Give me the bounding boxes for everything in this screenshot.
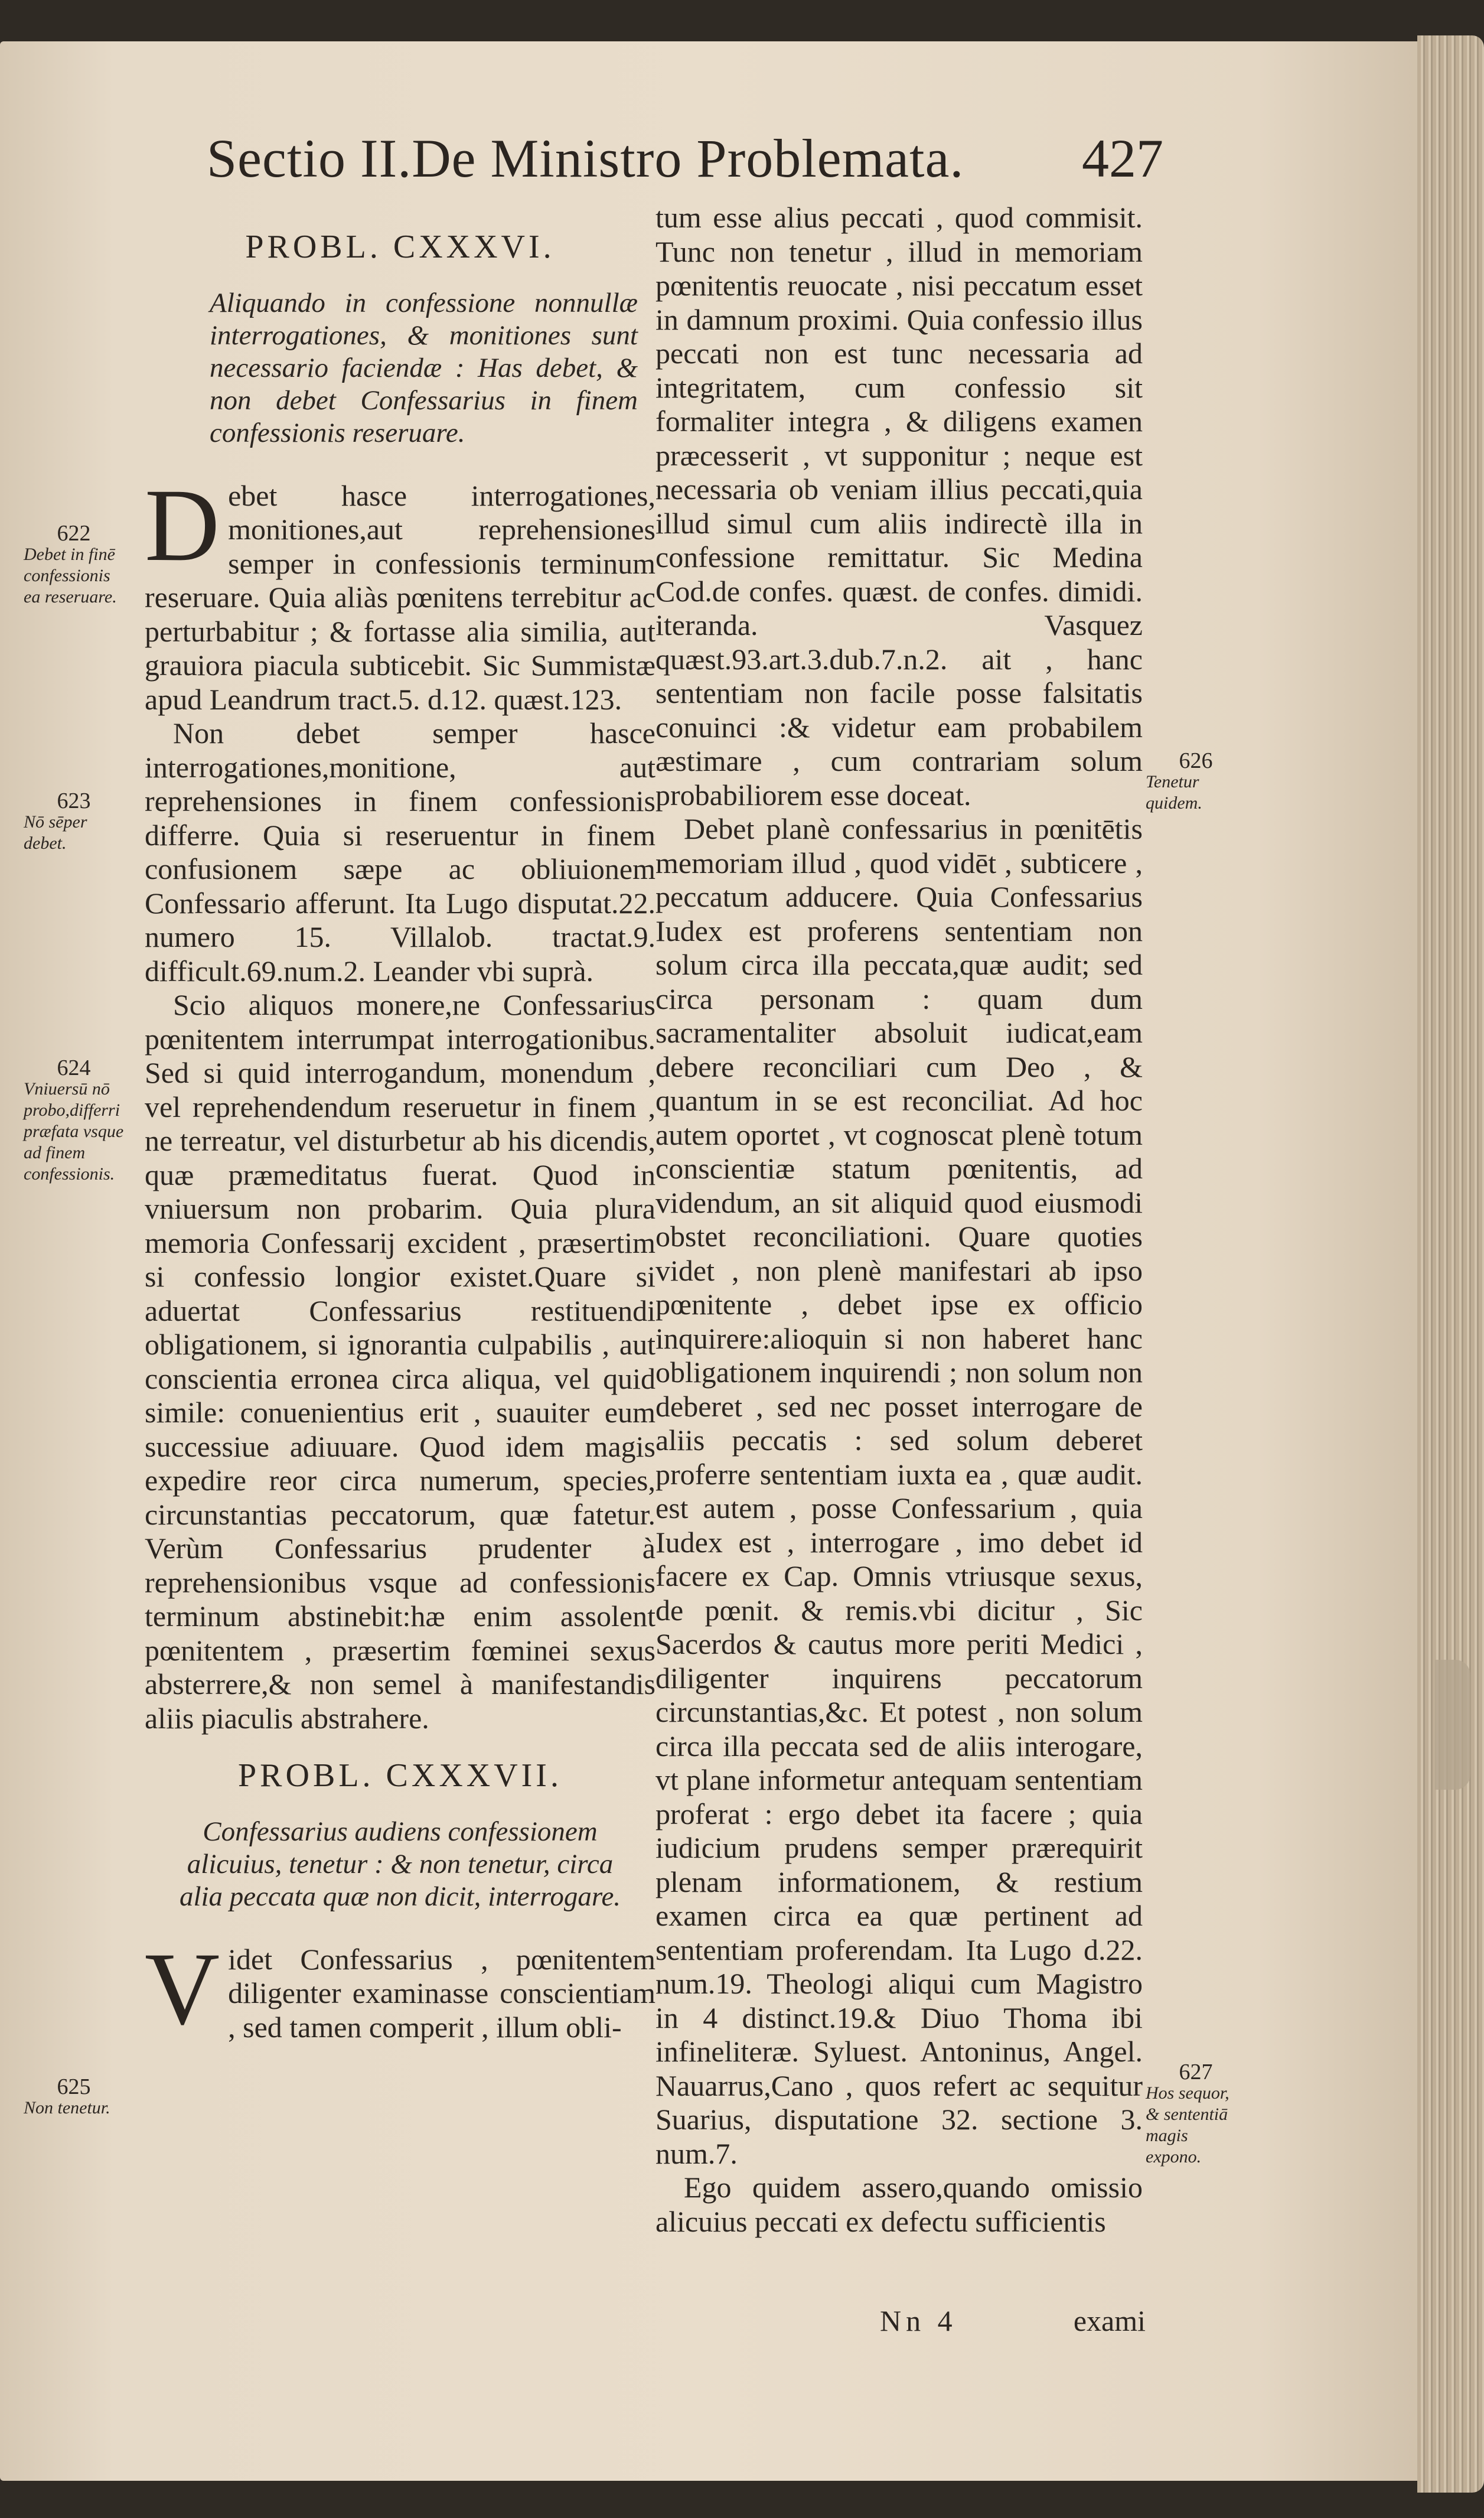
page-number: 427	[1082, 128, 1163, 188]
margin-note-627	[1146, 2061, 1246, 2168]
margin-note-626	[1146, 750, 1246, 814]
margin-note-text: Tenetur quidem.	[1146, 772, 1202, 813]
page-header	[195, 127, 1163, 198]
margin-note-text: Non tenetur.	[24, 2098, 110, 2118]
margin-note-624	[24, 1057, 124, 1185]
left-column	[145, 224, 655, 2047]
margin-note-text: Nō sēper debet.	[24, 812, 87, 853]
margin-note-text: Debet in finē confessionis ea reseruare.	[24, 545, 117, 607]
margin-note-number: 623	[57, 789, 91, 813]
paragraph-622: Debet hasce interrogationes, monitiones,aut reprehensiones semper in confessionis terminum reseruare. Quia aliàs pœnitens terrebitur ac perturbabitur ; & fortasse alia similia, aut grauiora piacula subticebit. Sic Summistæ apud Leandrum tract.5. d.12. quæst.123.	[145, 467, 655, 716]
margin-note-622	[24, 523, 124, 608]
page-edges	[1417, 35, 1484, 2493]
bookmark-tab	[1435, 1660, 1470, 1790]
margin-note-text: Hos sequor, & sententiā magis expono.	[1146, 2083, 1229, 2167]
margin-note-number: 626	[1179, 748, 1213, 773]
paragraph-625-continued: tum esse alius peccati , quod commisit. Tunc non tenetur , illud in memoriam pœnitentis reuocate , nisi peccatum esset in damnum proximi. Quia confessio illus peccati non est tunc necessaria ad integritatem, cum confessio sit formaliter integra , & diligens examen præcesserit , vt supponitur ; neque est necessaria ob veniam illius peccati,quia illud simul cum aliis indirectè illa in confessione remittatur. Sic Medina Cod.de confes. quæst. de confes. dimidi. iteranda. Vasquez quæst.93.art.3.dub.7.n.2. ait , hanc sententiam non facile posse falsitatis conuinci :& videtur eam probabilem æstimare , cum contrariam solum probabiliorem esse doceat.	[655, 201, 1143, 812]
running-title: Sectio II.De Ministro Problemata.	[207, 128, 964, 188]
paragraph-626: Debet planè confessarius in pœnitētis memoriam illud , quod vidēt , subticere , peccatum adducere. Quia Confessarius Iudex est proferens sententiam non solum circa illa peccata,quæ audit; sed circa personam : quam dum sacramentaliter absoluit iudicat,eam debere reconciliari cum Deo , & quantum in se est reconciliat. Ad hoc autem oportet , vt cognoscat plenè totum conscientiæ statum pœnitentis, ad videndum, an sit aliquid quod eiusmodi obstet reconciliationi. Quare quoties videt , non plenè manifestari ab ipso pœnitente , debet ipse ex officio inquirere:alioquin si non haberet hanc obligationem inquirendi ; non solum non deberet , sed nec posset interrogare de aliis peccatis : sed solum deberet proferre sententiam iuxta ea , quæ audit. est autem , posse Confessarium , quia Iudex est , interrogare , imo debet id facere ex Cap. Omnis vtriusque sexus, de pœnit. & remis.vbi dicitur , Sic Sacerdos & cautus more periti Medici , diligenter inquirens peccatorum circunstantias,&c. Et potest , non solum circa illa peccata sed de aliis interogare, vt plane informetur antequam sententiam proferat : ergo debet ita facere ; quia iudicium prudens semper prærequirit plenam informationem, & restium examen circa ea quæ pertinent ad sententiam proferendam. Ita Lugo d.22. num.19. Theologi aliqui cum Magistro in 4 distinct.19.& Diuo Thoma ibi infineliteræ. Syluest. Antoninus, Angel. Nauarrus,Cano , quos refert ac sequitur Suarius, disputatione 32. sectione 3. num.7.	[655, 812, 1143, 2170]
margin-note-625	[24, 2076, 124, 2119]
page-footer	[655, 2304, 1146, 2345]
paragraph-625: Videt Confessarius , pœnitentem diligenter examinasse conscientiam , sed tamen comperit , illum obli-	[145, 1931, 655, 2047]
catchword: exami	[1073, 2304, 1146, 2337]
paragraph-627: Ego quidem assero,quando omissio alicuius peccati ex defectu sufficientis	[655, 2171, 1143, 2238]
problem-summary-136: Aliquando in confessione nonnullæ interrogationes, & monitiones sunt necessario faciendæ : Has debet, & non debet Confessarius in finem confessionis reseruare.	[210, 287, 638, 448]
margin-note-623	[24, 790, 124, 854]
problem-heading-136: PROBL. CXXXVI.	[245, 229, 555, 265]
margin-note-number: 627	[1179, 2060, 1213, 2084]
signature-mark: Nn 4	[880, 2304, 957, 2337]
margin-note-number: 625	[57, 2074, 91, 2099]
problem-summary-137: Confessarius audiens confessionem alicuius, tenetur : & non tenetur, circa alia peccata quæ non dicit, interrogare.	[179, 1816, 621, 1912]
right-column	[655, 201, 1143, 2239]
margin-note-number: 624	[57, 1056, 91, 1080]
paragraph-623: Non debet semper hasce interrogationes,monitione, aut reprehensiones in finem confessionis differre. Quia si reseruentur in finem confusionem sæpe ac obliuionem Confessario afferunt. Ita Lugo disputat.22. numero 15. Villalob. tractat.9. difficult.69.num.2. Leander vbi suprà.	[145, 716, 655, 988]
paragraph-624: Scio aliquos monere,ne Confessarius pœnitentem interrumpat interrogationibus. Sed si quid interrogandum, monendum , vel reprehendendum reseruetur in finem , ne terreatur, vel disturbetur ab his dicendis, quæ præmeditatus fuerat. Quod in vniuersum non probarim. Quia plura memoria Confessarij excident , præsertim si confessio longior existet.Quare si aduertat Confessarius restituendi obligationem, si ignorantia culpabilis , aut conscientia erronea circa aliqua, vel quid simile: conuenientius erit , suauiter eum successiue adiuuare. Quod idem magis expedire reor circa numerum, species, circunstantias peccatorum, quæ fatetur. Verùm Confessarius prudenter à reprehensionibus vsque ad confessionis terminum abstinebit:hæ enim assolent pœnitentem , præsertim fœminei sexus absterrere,& non semel à manifestandis aliis piaculis abstrahere.	[145, 988, 655, 1735]
margin-note-text: Vniuersū nō probo,differri præfata vsque ad finem confessionis.	[24, 1079, 124, 1184]
problem-heading-137: PROBL. CXXXVII.	[238, 1757, 562, 1794]
margin-note-number: 622	[57, 521, 91, 546]
